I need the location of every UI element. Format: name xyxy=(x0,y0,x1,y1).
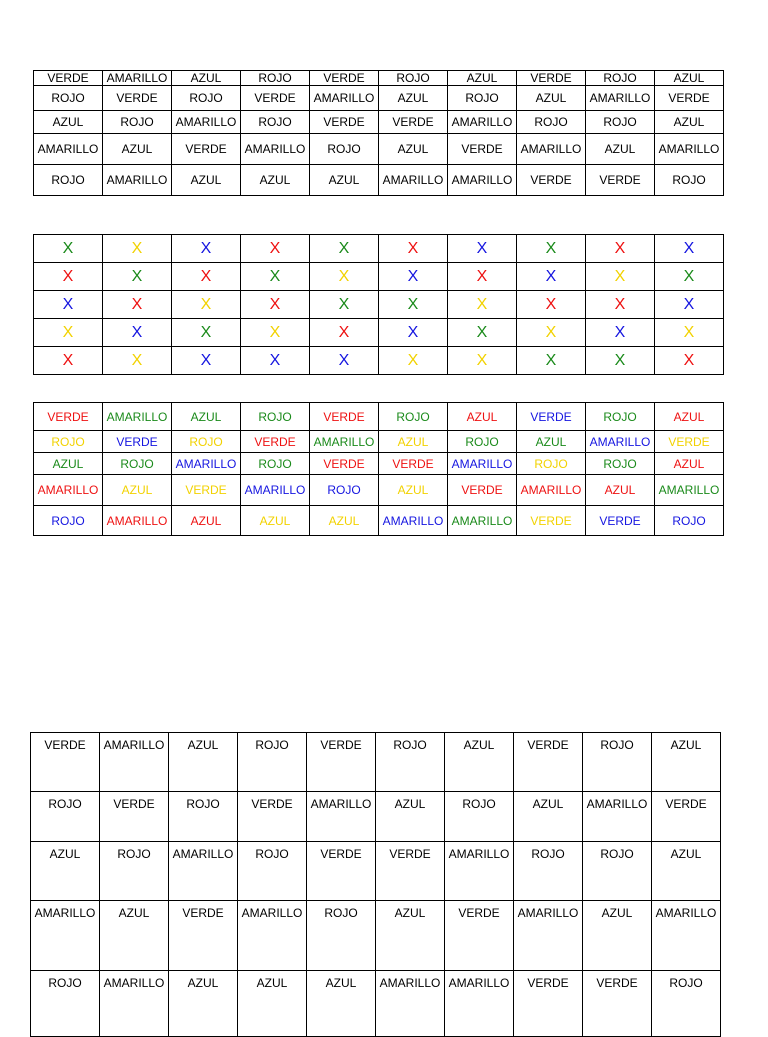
x-mark: X xyxy=(131,239,143,257)
table-cell: AZUL xyxy=(376,792,445,842)
table-cell: ROJO xyxy=(103,453,172,475)
x-mark: X xyxy=(614,267,626,285)
table-cell xyxy=(448,347,517,375)
table-cell xyxy=(34,235,103,263)
x-mark: X xyxy=(62,323,74,341)
table-cell xyxy=(103,263,172,291)
table-cell: AZUL xyxy=(586,134,655,165)
table-cell: ROJO xyxy=(34,165,103,196)
table-cell xyxy=(448,291,517,319)
table-row xyxy=(31,901,721,971)
table-cell: AMARILLO xyxy=(448,111,517,134)
table-cell xyxy=(655,291,724,319)
table-cell: ROJO xyxy=(445,792,514,842)
table-cell: ROJO xyxy=(655,165,724,196)
table-cell: AMARILLO xyxy=(514,901,583,971)
table-cell: AZUL xyxy=(238,971,307,1037)
table-cell xyxy=(172,263,241,291)
table-cell: VERDE xyxy=(241,431,310,453)
table-cell: AZUL xyxy=(655,403,724,431)
stroop-word-grid xyxy=(33,402,724,536)
table-cell: AMARILLO xyxy=(169,842,238,901)
table-cell: ROJO xyxy=(310,134,379,165)
table-cell xyxy=(379,291,448,319)
table-cell: AMARILLO xyxy=(655,475,724,506)
table-cell: AZUL xyxy=(583,901,652,971)
table-cell: VERDE xyxy=(586,165,655,196)
table-cell: VERDE xyxy=(310,71,379,86)
table-row xyxy=(31,842,721,901)
table-cell: VERDE xyxy=(31,733,100,792)
table-cell: VERDE xyxy=(310,111,379,134)
x-mark: X xyxy=(407,295,419,313)
table-cell xyxy=(517,347,586,375)
x-mark: X xyxy=(338,351,350,369)
table-cell: VERDE xyxy=(655,431,724,453)
table-cell xyxy=(241,319,310,347)
table-cell: VERDE xyxy=(103,86,172,111)
table-cell: VERDE xyxy=(379,111,448,134)
table-cell: AMARILLO xyxy=(655,134,724,165)
x-mark: X xyxy=(62,295,74,313)
table-cell xyxy=(517,235,586,263)
table-cell: AZUL xyxy=(172,506,241,536)
x-mark: X xyxy=(62,267,74,285)
table-cell xyxy=(517,319,586,347)
table-cell: ROJO xyxy=(241,403,310,431)
table-cell xyxy=(655,263,724,291)
table-row xyxy=(34,453,724,475)
table-cell: AZUL xyxy=(172,403,241,431)
table-cell xyxy=(448,263,517,291)
x-mark: X xyxy=(545,295,557,313)
table-cell: AMARILLO xyxy=(238,901,307,971)
table-cell: AMARILLO xyxy=(586,86,655,111)
table-cell: AMARILLO xyxy=(172,453,241,475)
table-cell: AZUL xyxy=(517,86,586,111)
table-cell xyxy=(310,347,379,375)
table-cell: ROJO xyxy=(652,971,721,1037)
table-cell: AMARILLO xyxy=(34,134,103,165)
table-cell: AZUL xyxy=(34,111,103,134)
table-row xyxy=(34,291,724,319)
table-row xyxy=(34,431,724,453)
table-cell: AZUL xyxy=(310,506,379,536)
table-cell: AMARILLO xyxy=(103,165,172,196)
x-mark: X xyxy=(131,295,143,313)
x-mark: X xyxy=(338,295,350,313)
x-mark: X xyxy=(683,239,695,257)
table-cell xyxy=(586,291,655,319)
table-cell: ROJO xyxy=(241,71,310,86)
table-row xyxy=(31,792,721,842)
x-mark: X xyxy=(683,267,695,285)
table-cell xyxy=(34,263,103,291)
table-row xyxy=(34,347,724,375)
table-cell: AMARILLO xyxy=(652,901,721,971)
table-cell: ROJO xyxy=(586,111,655,134)
table-cell: ROJO xyxy=(379,403,448,431)
table-cell: AZUL xyxy=(103,134,172,165)
table-cell: AMARILLO xyxy=(445,971,514,1037)
table-cell: ROJO xyxy=(379,71,448,86)
table-row xyxy=(34,71,724,86)
table-cell: AZUL xyxy=(169,733,238,792)
table-cell: AZUL xyxy=(241,506,310,536)
table-cell: ROJO xyxy=(34,431,103,453)
table-cell: VERDE xyxy=(517,165,586,196)
table-cell: AZUL xyxy=(172,71,241,86)
table-cell: ROJO xyxy=(103,111,172,134)
table-cell: AZUL xyxy=(307,971,376,1037)
table-cell: AMARILLO xyxy=(583,792,652,842)
x-mark: X xyxy=(476,323,488,341)
table-cell: AMARILLO xyxy=(448,506,517,536)
table-cell: VERDE xyxy=(517,506,586,536)
table-cell: AZUL xyxy=(34,453,103,475)
x-mark: X xyxy=(407,267,419,285)
table-row xyxy=(34,319,724,347)
table-cell xyxy=(586,347,655,375)
x-mark: X xyxy=(62,351,74,369)
table-cell: AZUL xyxy=(103,475,172,506)
table-cell: AZUL xyxy=(445,733,514,792)
table-cell: VERDE xyxy=(448,475,517,506)
table-cell xyxy=(379,235,448,263)
table-cell: VERDE xyxy=(100,792,169,842)
table-cell: AMARILLO xyxy=(241,475,310,506)
x-mark: X xyxy=(269,351,281,369)
table-cell xyxy=(103,347,172,375)
table-cell: ROJO xyxy=(241,111,310,134)
x-mark: X xyxy=(545,267,557,285)
table-cell: VERDE xyxy=(172,134,241,165)
table-row xyxy=(34,86,724,111)
x-mark: X xyxy=(131,323,143,341)
table-cell: AMARILLO xyxy=(445,842,514,901)
table-cell: AZUL xyxy=(100,901,169,971)
x-mark: X xyxy=(200,295,212,313)
table-cell: ROJO xyxy=(34,506,103,536)
table-cell: VERDE xyxy=(514,733,583,792)
table-cell xyxy=(172,319,241,347)
x-mark: X xyxy=(614,239,626,257)
table-cell: ROJO xyxy=(172,431,241,453)
table-cell: ROJO xyxy=(586,71,655,86)
table-cell: VERDE xyxy=(310,453,379,475)
table-cell: ROJO xyxy=(310,475,379,506)
table-cell: ROJO xyxy=(31,971,100,1037)
table-cell xyxy=(448,319,517,347)
table-cell: AZUL xyxy=(514,792,583,842)
table-cell xyxy=(448,235,517,263)
table-row xyxy=(34,165,724,196)
x-mark: X xyxy=(683,295,695,313)
x-mark: X xyxy=(407,351,419,369)
table-cell: AMARILLO xyxy=(586,431,655,453)
x-mark: X xyxy=(476,267,488,285)
table-row xyxy=(34,134,724,165)
table-cell: VERDE xyxy=(445,901,514,971)
table-cell: VERDE xyxy=(34,403,103,431)
x-mark: X xyxy=(200,239,212,257)
table-cell: AMARILLO xyxy=(376,971,445,1037)
x-mark: X xyxy=(545,239,557,257)
table-cell xyxy=(655,235,724,263)
x-mark: X xyxy=(614,323,626,341)
table-cell: AZUL xyxy=(241,165,310,196)
table-cell: ROJO xyxy=(34,86,103,111)
table-cell: AMARILLO xyxy=(310,431,379,453)
table-cell: ROJO xyxy=(100,842,169,901)
x-mark: X xyxy=(407,323,419,341)
table-cell xyxy=(172,291,241,319)
table-cell xyxy=(241,347,310,375)
x-mark: X xyxy=(545,323,557,341)
table-cell: VERDE xyxy=(379,453,448,475)
table-cell: VERDE xyxy=(517,71,586,86)
table-cell: VERDE xyxy=(238,792,307,842)
table-cell: AZUL xyxy=(379,86,448,111)
table-cell: VERDE xyxy=(241,86,310,111)
x-mark: X xyxy=(200,351,212,369)
table-cell: AMARILLO xyxy=(517,134,586,165)
table-cell: AZUL xyxy=(376,901,445,971)
table-row xyxy=(34,506,724,536)
table-cell xyxy=(517,263,586,291)
table-cell: AMARILLO xyxy=(379,165,448,196)
table-cell: ROJO xyxy=(238,842,307,901)
x-mark: X xyxy=(338,323,350,341)
table-cell: ROJO xyxy=(172,86,241,111)
table-cell xyxy=(103,319,172,347)
table-row xyxy=(34,475,724,506)
x-mark: X xyxy=(338,239,350,257)
table-cell xyxy=(310,263,379,291)
table-cell xyxy=(379,347,448,375)
table-cell: VERDE xyxy=(586,506,655,536)
table-cell: AZUL xyxy=(448,403,517,431)
x-mark: X xyxy=(614,295,626,313)
table-cell: ROJO xyxy=(517,453,586,475)
table-cell: ROJO xyxy=(169,792,238,842)
table-cell xyxy=(379,263,448,291)
table-cell: AMARILLO xyxy=(31,901,100,971)
table-cell: AZUL xyxy=(379,475,448,506)
table-cell: AMARILLO xyxy=(241,134,310,165)
x-mark: X xyxy=(200,267,212,285)
table-cell: AZUL xyxy=(655,453,724,475)
table-cell: AMARILLO xyxy=(34,475,103,506)
table-cell: AZUL xyxy=(169,971,238,1037)
x-mark: X xyxy=(476,295,488,313)
table-row xyxy=(31,971,721,1037)
table-cell xyxy=(310,291,379,319)
table-cell: VERDE xyxy=(169,901,238,971)
table-row xyxy=(34,263,724,291)
table-cell: AZUL xyxy=(655,111,724,134)
table-cell: ROJO xyxy=(517,111,586,134)
table-cell: AMARILLO xyxy=(310,86,379,111)
x-mark: X xyxy=(131,267,143,285)
table-cell: VERDE xyxy=(307,842,376,901)
table-cell: AMARILLO xyxy=(103,506,172,536)
table-row xyxy=(34,111,724,134)
table-cell: AZUL xyxy=(517,431,586,453)
table-cell xyxy=(310,319,379,347)
table-cell: VERDE xyxy=(172,475,241,506)
table-cell xyxy=(586,319,655,347)
word-grid-large xyxy=(30,732,721,1037)
table-cell: AZUL xyxy=(379,134,448,165)
x-mark: X xyxy=(269,267,281,285)
table-cell: AMARILLO xyxy=(100,733,169,792)
table-cell: VERDE xyxy=(34,71,103,86)
table-cell: AMARILLO xyxy=(307,792,376,842)
table-cell: AZUL xyxy=(652,733,721,792)
table-cell xyxy=(172,235,241,263)
table-cell xyxy=(655,319,724,347)
table-cell xyxy=(517,291,586,319)
table-cell xyxy=(241,291,310,319)
x-mark: X xyxy=(62,239,74,257)
word-grid-black xyxy=(33,70,724,196)
table-cell: ROJO xyxy=(376,733,445,792)
x-mark: X xyxy=(683,323,695,341)
table-cell: AZUL xyxy=(31,842,100,901)
table-cell: VERDE xyxy=(310,403,379,431)
color-x-grid xyxy=(33,234,724,375)
table-cell: ROJO xyxy=(31,792,100,842)
x-mark: X xyxy=(545,351,557,369)
x-mark: X xyxy=(131,351,143,369)
table-cell: AZUL xyxy=(655,71,724,86)
table-cell: ROJO xyxy=(583,842,652,901)
x-mark: X xyxy=(476,239,488,257)
table-cell: AZUL xyxy=(310,165,379,196)
x-mark: X xyxy=(269,323,281,341)
table-cell: VERDE xyxy=(307,733,376,792)
x-mark: X xyxy=(269,295,281,313)
table-cell: ROJO xyxy=(586,453,655,475)
table-cell xyxy=(34,291,103,319)
table-cell xyxy=(103,235,172,263)
table-cell xyxy=(379,319,448,347)
table-cell xyxy=(241,263,310,291)
table-cell: ROJO xyxy=(514,842,583,901)
table-cell: AMARILLO xyxy=(448,453,517,475)
table-cell xyxy=(103,291,172,319)
table-cell: VERDE xyxy=(517,403,586,431)
table-cell xyxy=(241,235,310,263)
table-cell: AMARILLO xyxy=(103,71,172,86)
table-cell: VERDE xyxy=(652,792,721,842)
table-cell xyxy=(34,319,103,347)
table-row xyxy=(31,733,721,792)
table-cell: VERDE xyxy=(655,86,724,111)
table-cell: ROJO xyxy=(448,431,517,453)
table-cell: AZUL xyxy=(448,71,517,86)
x-mark: X xyxy=(407,239,419,257)
table-cell xyxy=(586,235,655,263)
table-cell: AZUL xyxy=(586,475,655,506)
x-mark: X xyxy=(338,267,350,285)
table-cell xyxy=(172,347,241,375)
table-cell xyxy=(586,263,655,291)
table-cell: AZUL xyxy=(172,165,241,196)
table-cell: AMARILLO xyxy=(172,111,241,134)
x-mark: X xyxy=(683,351,695,369)
table-cell: VERDE xyxy=(583,971,652,1037)
table-cell: AZUL xyxy=(379,431,448,453)
x-mark: X xyxy=(269,239,281,257)
table-cell: VERDE xyxy=(376,842,445,901)
table-cell: AMARILLO xyxy=(100,971,169,1037)
table-cell xyxy=(310,235,379,263)
table-cell: AZUL xyxy=(652,842,721,901)
x-mark: X xyxy=(200,323,212,341)
table-cell: AMARILLO xyxy=(517,475,586,506)
x-mark: X xyxy=(476,351,488,369)
table-row xyxy=(34,403,724,431)
table-cell: ROJO xyxy=(583,733,652,792)
table-cell: ROJO xyxy=(307,901,376,971)
table-cell: ROJO xyxy=(241,453,310,475)
table-cell: AMARILLO xyxy=(448,165,517,196)
table-cell: AMARILLO xyxy=(103,403,172,431)
table-cell xyxy=(34,347,103,375)
table-row xyxy=(34,235,724,263)
table-cell: VERDE xyxy=(514,971,583,1037)
x-mark: X xyxy=(614,351,626,369)
table-cell: AMARILLO xyxy=(379,506,448,536)
table-cell: VERDE xyxy=(103,431,172,453)
table-cell: ROJO xyxy=(586,403,655,431)
table-cell: ROJO xyxy=(655,506,724,536)
table-cell: ROJO xyxy=(448,86,517,111)
table-cell xyxy=(655,347,724,375)
table-cell: ROJO xyxy=(238,733,307,792)
table-cell: VERDE xyxy=(448,134,517,165)
